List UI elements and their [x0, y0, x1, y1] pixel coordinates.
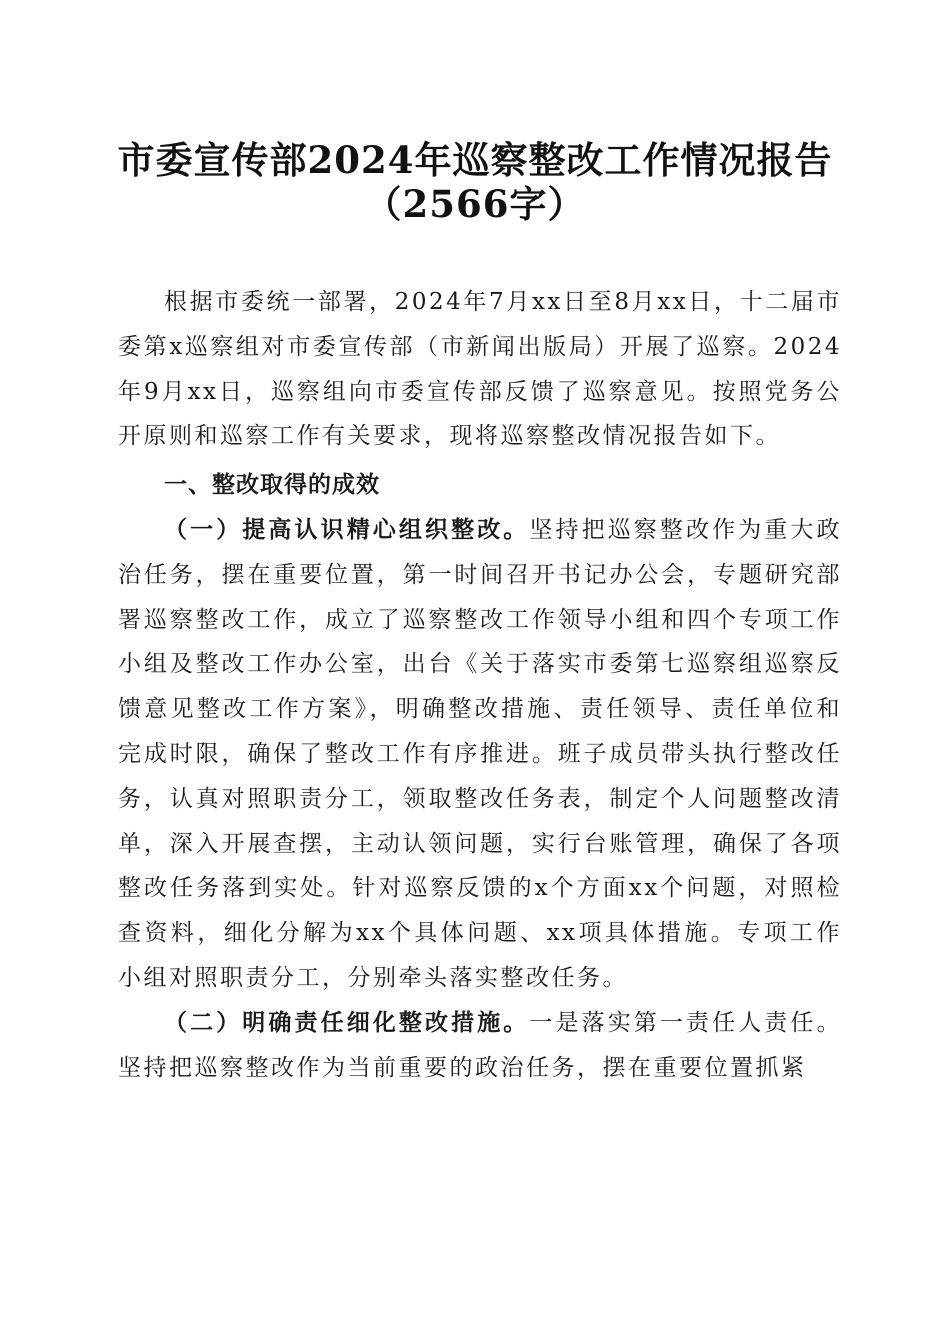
intro-paragraph: 根据市委统一部署，2024年7月xx日至8月xx日，十二届市委第x巡察组对市委宣传部（市新闻出版局）开展了巡察。2024年9月xx日，巡察组向市委宣传部反馈了巡察意见。按照党务公开原则和巡察工作有关要求，现将巡察整改情况报告如下。 [118, 289, 842, 450]
subsection-lead-2: （二）明确责任细化整改措施。 [164, 1008, 530, 1036]
document-body [118, 280, 842, 1090]
section-heading: 一、整改取得的成效 [164, 472, 380, 499]
subsection-body-1: 坚持把巡察整改作为重大政治任务，摆在重要位置，第一时间召开书记办公会，专题研究部署巡察整改工作，成立了巡察整改工作领导小组和四个专项工作小组及整改工作办公室，出台《关于落实市委第七巡察组巡察反馈意见整改工作方案》，明确整改措施、责任领导、责任单位和完成时限，确保了整改工作有序推进。班子成员带头执行整改任务，认真对照职责分工，领取整改任务表，制定个人问题整改清单，深入开展查摆，主动认领问题，实行台账管理，确保了各项整改任务落到实处。针对巡察反馈的x个方面xx个问题，对照检查资料，细化分解为xx个具体问题、xx项具体措施。专项工作小组对照职责分工，分别牵头落实整改任务。 [118, 516, 843, 991]
subsection-body-2: 一是落实第一责任人责任。坚持把巡察整改作为当前重要的政治任务，摆在重要位置抓紧 [118, 1009, 843, 1081]
subsection-paragraph-1 [118, 508, 842, 1001]
document-title: 市委宣传部2024年巡察整改工作情况报告 [117, 138, 833, 182]
document-word-count: （2566字） [364, 182, 586, 226]
subsection-paragraph-2 [118, 1001, 842, 1091]
subsection-lead-1: （一）提高认识精心组织整改。 [164, 515, 530, 543]
